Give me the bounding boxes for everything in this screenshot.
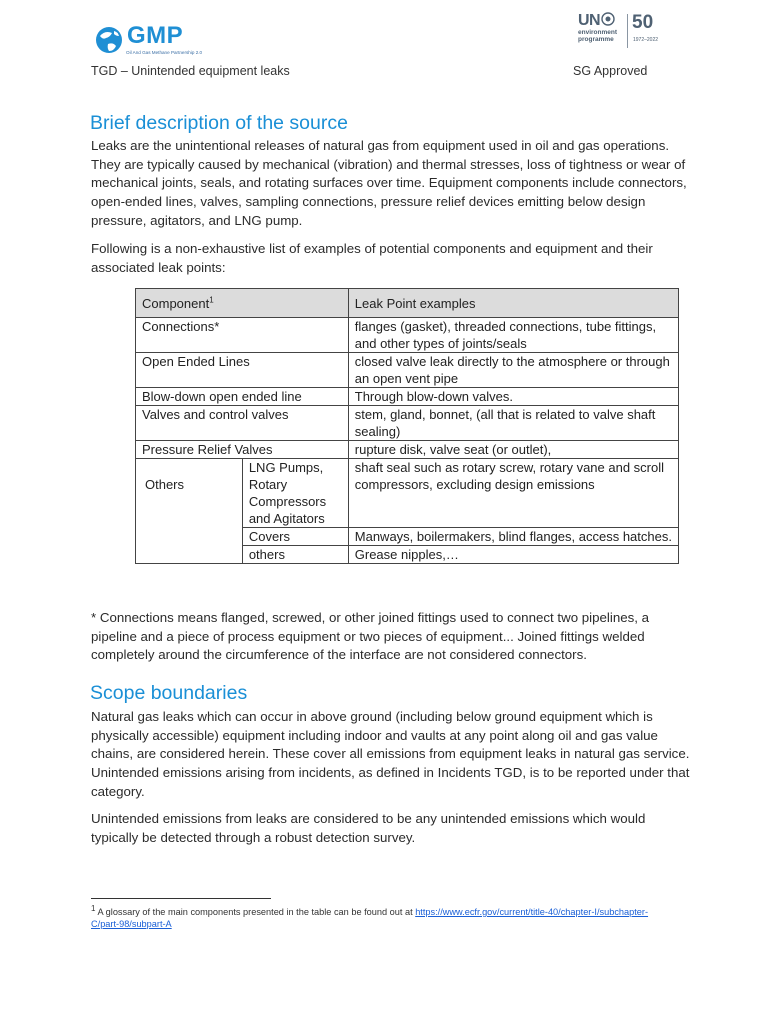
table-row: [136, 388, 679, 406]
leak-cell: closed valve leak directly to the atmosphere or through an open vent pipe: [348, 353, 678, 388]
un-emblem-icon: [601, 12, 615, 26]
section-heading-scope: Scope boundaries: [90, 682, 248, 704]
leak-cell: rupture disk, valve seat (or outlet),: [348, 441, 678, 459]
footnote-separator: [91, 898, 271, 899]
sub-component-cell: Covers: [242, 528, 348, 546]
sub-component-cell: LNG Pumps, Rotary Compressors and Agitators: [242, 459, 348, 528]
connections-note: * Connections means flanged, screwed, or other joined fittings used to connect two pipelines, a pipeline and a piece of process equipment or two pieces of equipment... Joined fittings welded completely around the circumference of the interface are not considered connectors.: [91, 610, 650, 663]
table-row: [136, 459, 679, 528]
gmp-logo-subtitle: Oil And Gas Methane Partnership 2.0: [126, 50, 203, 55]
leak-cell: Grease nipples,…: [348, 546, 678, 564]
unep-50-mark: 50: [632, 12, 654, 33]
source-description: Leaks are the unintentional releases of natural gas from equipment used in oil and gas operations. They are typically caused by mechanical (vibration) and thermal stresses, loss of tightness or wear of mechanical joints, seals, and rotating surfaces over time. Equipment components include connectors, open-ended lines, valves, sampling connections, pressure relief devices emitting below design pressure, agitators, and LNG pump.: [91, 138, 687, 228]
approval-status: SG Approved: [573, 64, 648, 78]
sub-component-cell: others: [242, 546, 348, 564]
others-group-cell: Others: [136, 459, 243, 564]
scope-paragraph-2: Unintended emissions from leaks are considered to be any unintended emissions which would typically be detected through a robust detection survey.: [91, 811, 646, 845]
header-component: Component$^1$: [136, 289, 349, 318]
document-title: TGD – Unintended equipment leaks: [91, 64, 290, 78]
unep-logo-text: environment programme: [578, 29, 618, 43]
leak-cell: Through blow-down valves.: [348, 388, 678, 406]
scope-paragraph-1: Natural gas leaks which can occur in above ground (including below ground equipment which is physically accessible) equipment including indoor and vaults at any point along oil and gas value chains, are considered herein. These cover all emissions from equipment leaks in natural gas service. Unintended emissions arising from incidents, as defined in Incidents TGD, is to be reported under that category.: [91, 709, 690, 799]
leak-cell: stem, gland, bonnet, (all that is related to valve shaft sealing): [348, 406, 678, 441]
component-cell: Open Ended Lines: [136, 353, 349, 388]
unep-logo-un: UN: [578, 12, 615, 30]
footnote: 1 A glossary of the main components presented in the table can be found out at https://www.ecfr.gov/current/title-40/chapter-I/subchapter-C/part-98/subpart-A: [91, 903, 649, 929]
components-table: [135, 288, 679, 564]
unep-years: 1972–2022: [633, 37, 659, 43]
gmp-logo-text: GMP: [127, 22, 184, 49]
component-cell: Valves and control valves: [136, 406, 349, 441]
table-row: [136, 353, 679, 388]
table-row: [136, 318, 679, 353]
section-heading-source: Brief description of the source: [90, 112, 348, 134]
component-cell: Connections*: [136, 318, 349, 353]
table-row: [136, 441, 679, 459]
header-leak-point: Leak Point examples: [348, 289, 678, 318]
component-cell: Pressure Relief Valves: [136, 441, 349, 459]
footnote-link[interactable]: https://www.ecfr.gov/current/title-40/chapter-I/subchapter-C/part-98/subpart-A: [91, 907, 649, 929]
unep-separator: [627, 14, 628, 48]
leak-cell: flanges (gasket), threaded connections, tube fittings, and other types of joints/seals: [348, 318, 678, 353]
list-intro: Following is a non-exhaustive list of examples of potential components and equipment and their associated leak points:: [91, 241, 653, 275]
table-header-row: [136, 289, 679, 318]
leak-cell: Manways, boilermakers, blind flanges, access hatches.: [348, 528, 678, 546]
leak-cell: shaft seal such as rotary screw, rotary vane and scroll compressors, excluding design emissions: [348, 459, 678, 528]
table-row: [136, 406, 679, 441]
component-cell: Blow-down open ended line: [136, 388, 349, 406]
